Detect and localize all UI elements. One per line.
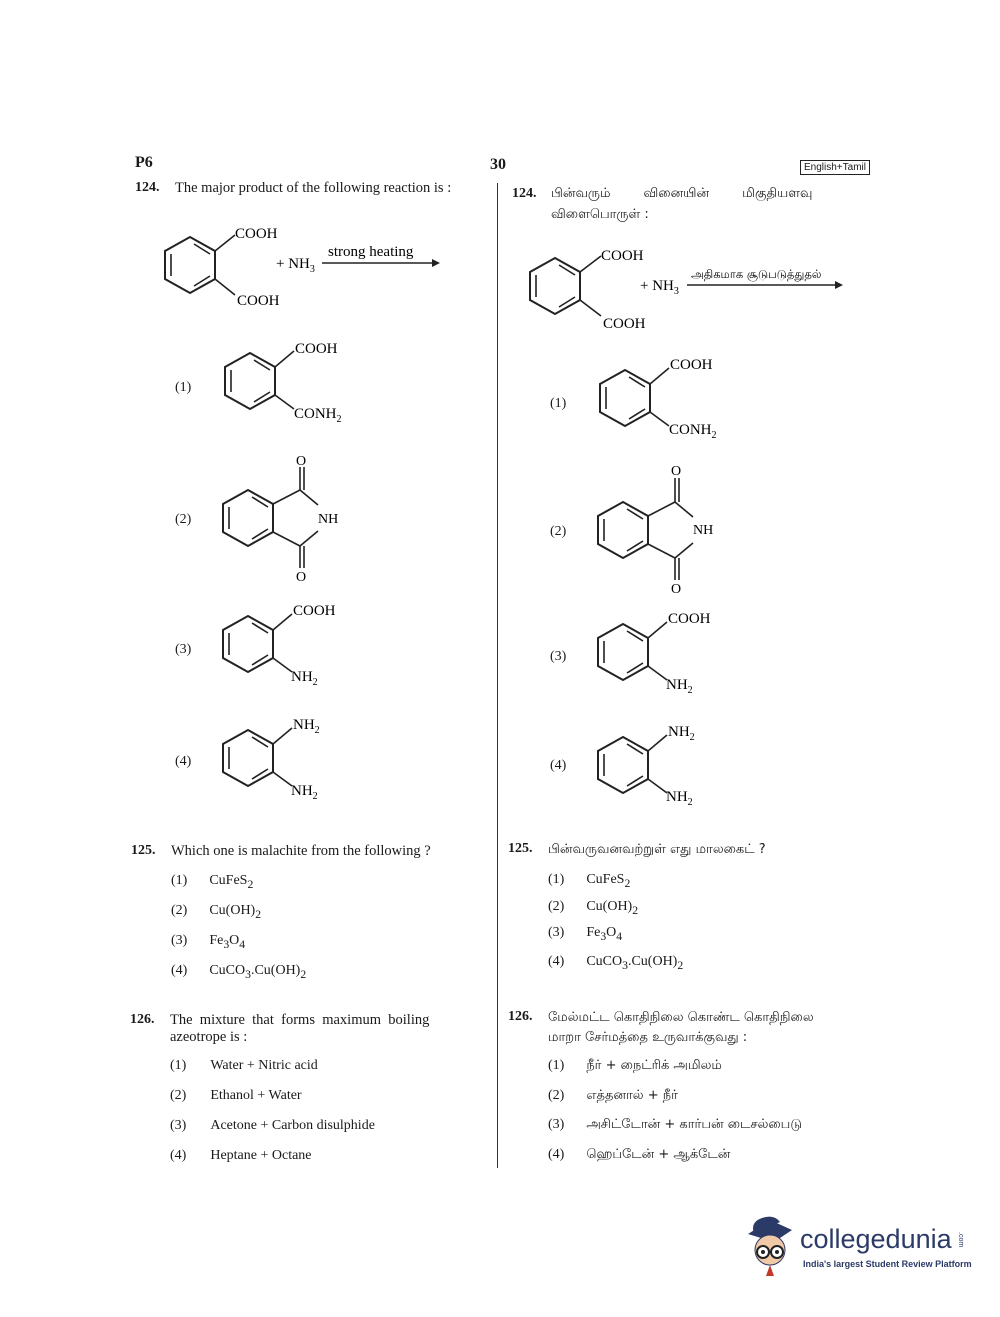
svg-text:O: O — [296, 570, 307, 585]
question-126-text-line1: The mixture that forms maximum boiling — [170, 1012, 430, 1028]
question-125-number-ta: 125. — [508, 841, 533, 856]
logo-tagline: India's largest Student Review Platform — [803, 1259, 972, 1269]
svg-text:NH2: $NH_2$ — [668, 724, 695, 743]
svg-text:NH2: $NH_2$ — [293, 717, 320, 736]
q126-option-1[interactable]: (1) Water + Nitric acid — [170, 1058, 318, 1073]
option-2-structure-ta — [585, 460, 745, 600]
svg-text:NH: NH — [318, 512, 339, 527]
mascot-icon — [740, 1212, 800, 1278]
question-126-text-ta-line2: மாறா சேர்மத்தை உருவாக்குவது : — [548, 1030, 748, 1045]
option-4-structure — [210, 712, 370, 807]
logo-wordmark: collegedunia — [800, 1224, 952, 1254]
q125-option-4[interactable]: (4) $CuCO_3.Cu(OH)_2$ — [171, 963, 307, 981]
question-126-text-line2: azeotrope is : — [170, 1029, 248, 1045]
q125-option-2-ta[interactable]: (2) $Cu(OH)_2$ — [548, 899, 639, 917]
q126-option-1-ta[interactable]: (1) நீர் + நைட்ரிக் அமிலம் — [548, 1058, 722, 1073]
option-4-label-ta[interactable]: (4) — [550, 758, 567, 773]
svg-text:+ NH3: + $NH_3$ — [640, 278, 679, 297]
svg-text:COOH: COOH — [293, 603, 336, 619]
reaction-scheme-ta — [515, 238, 855, 338]
svg-text:COOH: COOH — [668, 611, 711, 627]
q126-option-4[interactable]: (4) Heptane + Octane — [170, 1148, 312, 1163]
option-1-structure — [210, 335, 370, 430]
logo-dotcom: .com — [957, 1232, 964, 1248]
svg-text:NH2: $NH_2$ — [666, 677, 693, 696]
option-1-structure-ta — [585, 352, 745, 447]
svg-text:அதிகமாக சூடுபடுத்துதல்: அதிகமாக சூடுபடுத்துதல் — [691, 267, 822, 281]
collegedunia-logo[interactable] — [740, 1212, 980, 1282]
svg-text:CONH2: $CONH_2$ — [294, 406, 342, 425]
option-1-label-ta[interactable]: (1) — [550, 396, 567, 411]
option-4-structure-ta — [585, 719, 745, 814]
option-2-label[interactable]: (2) — [175, 512, 192, 527]
q125-option-1-ta[interactable]: (1) CuFeS$_2$ — [548, 872, 631, 890]
svg-text:NH2: $NH_2$ — [291, 783, 318, 802]
option-1-label[interactable]: (1) — [175, 380, 192, 395]
option-3-label-ta[interactable]: (3) — [550, 649, 567, 664]
svg-text:O: O — [671, 464, 682, 479]
exam-code: P6 — [135, 154, 153, 171]
reactant-bottom-group: COOH — [237, 293, 280, 309]
question-126-number-ta: 126. — [508, 1009, 533, 1024]
svg-text:NH: NH — [693, 523, 714, 538]
q126-option-3-ta[interactable]: (3) அசிட்டோன் + கார்பன் டைசல்பைடு — [548, 1117, 802, 1132]
option-4-label[interactable]: (4) — [175, 754, 192, 769]
option-2-structure — [210, 450, 370, 585]
question-124-text-ta-line2: விளைபொருள் : — [551, 207, 649, 222]
q126-option-2-ta[interactable]: (2) எத்தனால் + நீர் — [548, 1088, 678, 1103]
reactant-top-group: COOH — [235, 226, 278, 242]
svg-text:O: O — [296, 454, 307, 469]
svg-text:CONH2: $CONH_2$ — [669, 422, 717, 441]
q125-option-2[interactable]: (2) $Cu(OH)_2$ — [171, 903, 262, 921]
svg-text:O: O — [671, 582, 682, 597]
language-badge: English+Tamil — [800, 160, 870, 175]
question-126-text-ta-line1: மேல்மட்ட கொதிநிலை கொண்ட கொதிநிலை — [548, 1010, 814, 1025]
svg-text:COOH: COOH — [670, 357, 713, 373]
q125-option-3[interactable]: (3) $Fe_3O_4$ — [171, 933, 246, 951]
question-124-number-ta: 124. — [512, 186, 537, 201]
question-124-number: 124. — [135, 180, 160, 195]
question-125-text: Which one is malachite from the following ? — [171, 843, 431, 859]
option-3-label[interactable]: (3) — [175, 642, 192, 657]
svg-text:NH2: $NH_2$ — [666, 789, 693, 808]
q126-option-3[interactable]: (3) Acetone + Carbon disulphide — [170, 1118, 375, 1133]
q125-option-3-ta[interactable]: (3) $Fe_3O_4$ — [548, 925, 623, 943]
arrow-condition: strong heating — [328, 244, 414, 260]
page-number: 30 — [490, 156, 506, 173]
q125-option-4-ta[interactable]: (4) $CuCO_3.Cu(OH)_2$ — [548, 954, 684, 972]
q126-option-2[interactable]: (2) Ethanol + Water — [170, 1088, 302, 1103]
column-divider — [497, 183, 498, 1168]
svg-text:COOH: COOH — [295, 341, 338, 357]
q125-option-1[interactable]: (1) CuFeS$_2$ — [171, 873, 254, 891]
question-126-number: 126. — [130, 1012, 155, 1027]
question-125-text-ta: பின்வருவனவற்றுள் எது மாலகைட் ? — [548, 842, 766, 857]
option-3-structure-ta — [585, 606, 745, 701]
reaction-scheme — [150, 215, 450, 320]
svg-text:COOH: COOH — [603, 316, 646, 332]
question-125-number: 125. — [131, 843, 156, 858]
reagent: + $NH_3$ — [276, 256, 315, 275]
question-124-text: The major product of the following reaction is : — [175, 180, 452, 196]
svg-text:NH2: $NH_2$ — [291, 669, 318, 688]
svg-text:COOH: COOH — [601, 248, 644, 264]
option-3-structure — [210, 598, 370, 693]
question-124-text-ta-line1: பின்வரும் வினையின் மிகுதியளவு — [551, 186, 813, 201]
option-2-label-ta[interactable]: (2) — [550, 524, 567, 539]
q126-option-4-ta[interactable]: (4) ஹெப்டேன் + ஆக்டேன் — [548, 1147, 731, 1162]
benzene-ring — [165, 237, 215, 293]
